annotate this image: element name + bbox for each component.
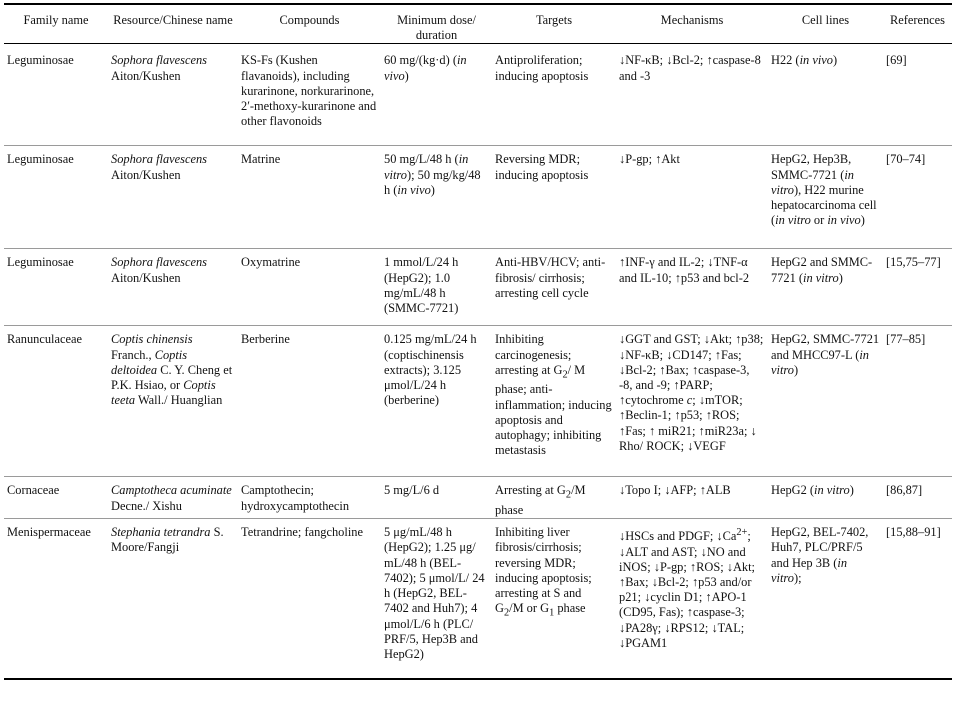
cell-family: Leguminosae	[7, 152, 74, 167]
cell-compounds: Tetrandrine; fangcholine	[241, 525, 363, 540]
cell-mechanisms: ↓P-gp; ↑Akt	[619, 152, 680, 167]
cell-dose: 50 mg/L/48 h (in vitro); 50 mg/kg/48 h (in vivo)	[384, 152, 481, 197]
cell-resource: Coptis chinensis Franch., Coptis deltoidea C. Y. Cheng et P.K. Hsiao, or Coptis teeta Wall./ Huanglian	[111, 332, 233, 408]
header-compounds: Compounds	[279, 13, 340, 27]
cell-dose: 5 μg/mL/48 h (HepG2); 1.25 μg/ mL/48 h (BEL-7402); 5 μmol/L/ 24 h (HepG2, BEL-7402 and Huh7); 4 μmol/L/6 h (PLC/ PRF/5, Hep3B and HepG2)	[384, 525, 485, 661]
header-targets: Targets	[535, 13, 573, 27]
header-resource: Resource/Chinese name	[113, 13, 233, 27]
cell-targets: Reversing MDR; inducing apoptosis	[495, 152, 589, 182]
cell-compounds: Matrine	[241, 152, 281, 167]
cell-references: [70–74]	[886, 152, 926, 167]
cell-resource: Stephania tetrandra S. Moore/Fangji	[111, 525, 224, 555]
cell-targets: Inhibiting liver fibrosis/cirrhosis; reversing MDR; inducing apoptosis; arresting at S and $G_2/M$ or $G_1$ phase	[495, 525, 592, 619]
cell-targets: Anti-HBV/HCV; anti-fibrosis/ cirrhosis; arresting cell cycle	[495, 255, 606, 300]
table-row	[4, 146, 952, 249]
cell-mechanisms: ↓HSCs and PDGF; $↓Ca^{2+}$; ↓ALT and AST; ↓NO and iNOS; ↓P-gp; ↑ROS; ↓Akt; ↑Bax; ↓Bcl-2; ↑p53 and/or p21; ↓cyclin D1; ↑APO-1 (CD95, Fas); ↑caspase-3; ↓PA28γ; ↓RPS12; ↓TAL; ↓PGAM1	[619, 527, 755, 650]
cell-family: Menispermaceae	[7, 525, 91, 540]
cell-compounds: Berberine	[241, 332, 290, 347]
cell-resource: Sophora flavescens Aiton/Kushen	[111, 255, 208, 285]
cell-references: [15,88–91]	[886, 525, 941, 540]
cell-mechanisms: ↓NF-κB; ↓Bcl-2; ↑caspase-8 and -3	[619, 53, 761, 83]
cell-mechanisms: ↓GGT and GST; ↓Akt; ↑p38; ↓NF-κB; ↓CD147; ↑Fas; ↓Bcl-2; ↑Bax; ↑caspase-3, -8, and -9; ↑PARP; ↑cytochrome c; ↓mTOR; ↑Beclin-1; ↑p53; ↑ROS; ↑Fas; ↑ miR21; ↑miR23a; ↓ Rho/ ROCK; ↓VEGF	[619, 332, 764, 453]
table-row	[4, 477, 952, 519]
header-family-name: Family name	[23, 13, 89, 27]
header-cell-lines: Cell lines	[801, 13, 850, 27]
cell-cell-lines: HepG2 and SMMC-7721 (in vitro)	[771, 255, 873, 285]
cell-mechanisms: ↑INF-γ and IL-2; ↓TNF-α and IL-10; ↑p53 and bcl-2	[619, 255, 750, 285]
table-row	[4, 519, 952, 679]
cell-cell-lines: HepG2 (in vitro)	[771, 483, 854, 498]
cell-cell-lines: HepG2, BEL-7402, Huh7, PLC/PRF/5 and Hep 3B (in vitro);	[771, 525, 869, 585]
cell-targets: Antiproliferation; inducing apoptosis	[495, 53, 589, 83]
cell-resource: Camptotheca acuminate Decne./ Xishu	[111, 483, 232, 513]
cell-family: Ranunculaceae	[7, 332, 82, 347]
cell-family: Leguminosae	[7, 53, 74, 68]
cell-compounds: KS-Fs (Kushen flavanoids), including kurarinone, norkurarinone, 2′-methoxy-kurarinone and other flavonoids	[241, 53, 377, 129]
cell-mechanisms: ↓Topo I; ↓AFP; ↑ALB	[619, 483, 731, 498]
cell-resource: Sophora flavescens Aiton/Kushen	[111, 152, 208, 182]
table-row	[4, 326, 952, 477]
table-header	[4, 4, 952, 44]
cell-references: [86,87]	[886, 483, 923, 498]
cell-dose: 5 mg/L/6 d	[384, 483, 440, 498]
table-row	[4, 249, 952, 326]
cell-family: Leguminosae	[7, 255, 74, 270]
table-row	[4, 44, 952, 146]
cell-cell-lines: HepG2, SMMC-7721 and MHCC97-L (in vitro)	[771, 332, 880, 377]
cell-dose: 1 mmol/L/24 h (HepG2); 1.0 mg/mL/48 h (SMMC-7721)	[384, 255, 459, 316]
cell-resource: Sophora flavescens Aiton/Kushen	[111, 53, 208, 83]
cell-references: [77–85]	[886, 332, 926, 347]
cell-dose: 60 mg/(kg·d) (in vivo)	[384, 53, 467, 83]
cell-compounds: Camptothecin; hydroxycamptothecin	[241, 483, 350, 513]
document	[4, 3, 952, 680]
cell-cell-lines: HepG2, Hep3B, SMMC-7721 (in vitro), H22 murine hepatocarcinoma cell (in vitro or in vivo)	[771, 152, 877, 228]
header-minimum-dose: Minimum dose/ duration	[397, 13, 476, 43]
header-mechanisms: Mechanisms	[660, 13, 724, 27]
cell-references: [15,75–77]	[886, 255, 941, 270]
header-references: References	[889, 13, 946, 27]
cell-family: Cornaceae	[7, 483, 60, 498]
cell-dose: 0.125 mg/mL/24 h (coptischinensis extracts); 3.125 μmol/L/24 h (berberine)	[384, 332, 477, 408]
cell-compounds: Oxymatrine	[241, 255, 301, 270]
cell-cell-lines: H22 (in vivo)	[771, 53, 838, 68]
cell-targets: Inhibiting carcinogenesis; arresting at $G_2/$ M phase; anti-inflammation; inducing apoptosis and autophagy; inhibiting metastasis	[495, 332, 612, 458]
data-table	[4, 3, 952, 680]
cell-targets: Arresting at $G_2/M$ phase	[495, 483, 586, 518]
cell-references: [69]	[886, 53, 907, 68]
